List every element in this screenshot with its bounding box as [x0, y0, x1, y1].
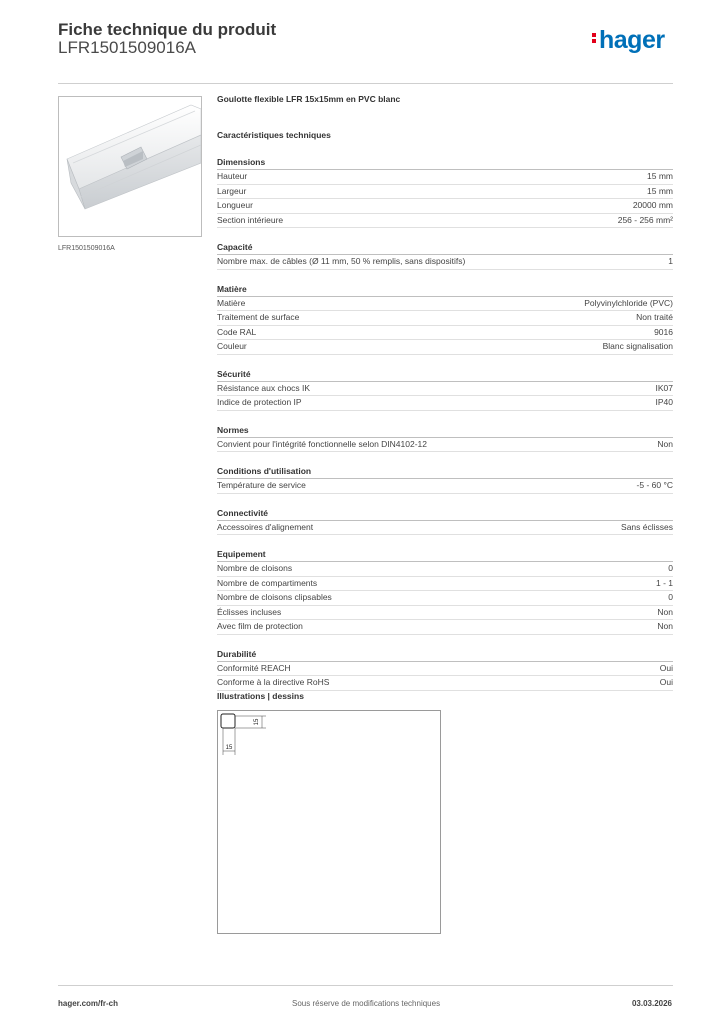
spec-value: Blanc signalisation — [602, 341, 673, 351]
spec-row — [217, 170, 673, 185]
footer-divider — [58, 985, 673, 986]
photo-caption: LFR1501509016A — [58, 245, 115, 252]
spec-value: 1 — [668, 256, 673, 266]
spec-label: Accessoires d'alignement — [217, 521, 314, 532]
spec-value: Sans éclisses — [621, 521, 673, 532]
footer-notice: Sous réserve de modifications techniques — [292, 999, 441, 1008]
tech-heading: Caractéristiques techniques — [217, 130, 331, 140]
spec-label: Indice de protection IP — [217, 397, 302, 407]
header-divider — [58, 83, 673, 84]
spec-group — [217, 507, 673, 536]
spec-value: 15 mm — [647, 185, 673, 196]
spec-label: Code RAL — [217, 326, 257, 337]
spec-value: Non — [657, 606, 673, 617]
dim-width-label: 15 — [225, 745, 233, 751]
spec-label: Conformité REACH — [217, 662, 291, 673]
product-title: Goulotte flexible LFR 15x15mm en PVC blanc — [217, 94, 401, 104]
cable-duct-image — [59, 97, 201, 236]
spec-value: 0 — [668, 563, 673, 573]
spec-label: Traitement de surface — [217, 312, 300, 322]
spec-row — [217, 396, 673, 411]
spec-value: -5 - 60 °C — [636, 480, 673, 490]
spec-group — [217, 465, 673, 494]
spec-row — [217, 662, 673, 677]
spec-value: 20000 mm — [632, 200, 673, 210]
spec-group-title: Durabilité — [217, 648, 673, 662]
spec-groups — [217, 156, 673, 691]
spec-label: Nombre max. de câbles (Ø 11 mm, 50 % remplis, sans dispositifs) — [217, 256, 466, 266]
spec-row — [217, 185, 673, 200]
spec-label: Largeur — [217, 185, 247, 196]
spec-value: 256 - 256 mm² — [617, 214, 673, 225]
spec-label: Éclisses incluses — [217, 606, 282, 617]
spec-row — [217, 521, 673, 536]
group-gap — [217, 228, 673, 237]
spec-label: Nombre de cloisons clipsables — [217, 592, 332, 602]
spec-value: 9016 — [654, 326, 673, 337]
spec-value: IP40 — [655, 397, 673, 407]
group-gap — [217, 452, 673, 461]
spec-group-title: Connectivité — [217, 507, 673, 521]
logo-text: hager — [599, 26, 665, 54]
spec-label: Résistance aux chocs IK — [217, 382, 311, 393]
spec-label: Avec film de protection — [217, 621, 303, 631]
group-gap — [217, 411, 673, 420]
spec-group-title: Conditions d'utilisation — [217, 465, 673, 479]
spec-label: Température de service — [217, 480, 306, 490]
dimension-drawing — [218, 711, 440, 933]
spec-label: Couleur — [217, 341, 247, 351]
spec-value: Non traité — [636, 312, 673, 322]
spec-row — [217, 606, 673, 621]
hager-logo — [592, 28, 665, 53]
spec-value: 15 mm — [647, 171, 673, 181]
spec-value: 0 — [668, 592, 673, 602]
spec-row — [217, 438, 673, 453]
page-title: Fiche technique du produit — [58, 20, 277, 39]
spec-row — [217, 562, 673, 577]
spec-section — [217, 94, 673, 691]
spec-row — [217, 311, 673, 326]
spec-row — [217, 340, 673, 355]
spec-group — [217, 424, 673, 453]
spec-row — [217, 591, 673, 606]
spec-label: Longueur — [217, 200, 253, 210]
footer-website[interactable]: hager.com/fr-ch — [58, 999, 119, 1008]
spec-row — [217, 577, 673, 592]
spec-label: Nombre de cloisons — [217, 563, 293, 573]
spec-row — [217, 199, 673, 214]
spec-label: Conforme à la directive RoHS — [217, 677, 330, 687]
spec-row — [217, 297, 673, 312]
spec-value: Oui — [659, 662, 673, 673]
dim-height-label: 15 — [254, 718, 260, 726]
logo-dots-icon — [592, 31, 597, 45]
spec-label: Matière — [217, 297, 246, 308]
spec-group — [217, 648, 673, 691]
group-gap — [217, 355, 673, 364]
footer-date: 03.03.2026 — [631, 999, 672, 1008]
spec-row — [217, 479, 673, 494]
spec-group — [217, 548, 673, 635]
spec-value: Non — [657, 621, 673, 631]
product-reference: LFR1501509016A — [58, 38, 197, 57]
spec-row — [217, 676, 673, 691]
spec-group-title: Normes — [217, 424, 673, 438]
spec-group — [217, 368, 673, 411]
spec-label: Nombre de compartiments — [217, 577, 318, 588]
spec-value: IK07 — [655, 382, 673, 393]
spec-group-title: Matière — [217, 283, 673, 297]
spec-row — [217, 382, 673, 397]
spec-row — [217, 326, 673, 341]
illustration-drawing — [217, 710, 441, 934]
spec-label: Convient pour l'intégrité fonctionnelle selon DIN4102-12 — [217, 438, 428, 449]
spec-row — [217, 255, 673, 270]
spec-value: Polyvinylchloride (PVC) — [584, 297, 673, 308]
spec-value: 1 - 1 — [655, 577, 673, 588]
spec-row — [217, 620, 673, 635]
group-gap — [217, 270, 673, 279]
group-gap — [217, 635, 673, 644]
product-photo — [58, 96, 202, 237]
spec-value: Oui — [659, 677, 673, 687]
spec-group-title: Capacité — [217, 241, 673, 255]
spec-group-title: Equipement — [217, 548, 673, 562]
spec-label: Hauteur — [217, 171, 248, 181]
spec-value: Non — [657, 438, 673, 449]
illustrations-title: Illustrations | dessins — [217, 691, 304, 701]
spec-group — [217, 156, 673, 228]
spec-group — [217, 283, 673, 355]
spec-group-title: Sécurité — [217, 368, 673, 382]
group-gap — [217, 494, 673, 503]
spec-row — [217, 214, 673, 229]
spec-group-title: Dimensions — [217, 156, 673, 170]
group-gap — [217, 535, 673, 544]
spec-group — [217, 241, 673, 270]
spec-label: Section intérieure — [217, 214, 284, 225]
